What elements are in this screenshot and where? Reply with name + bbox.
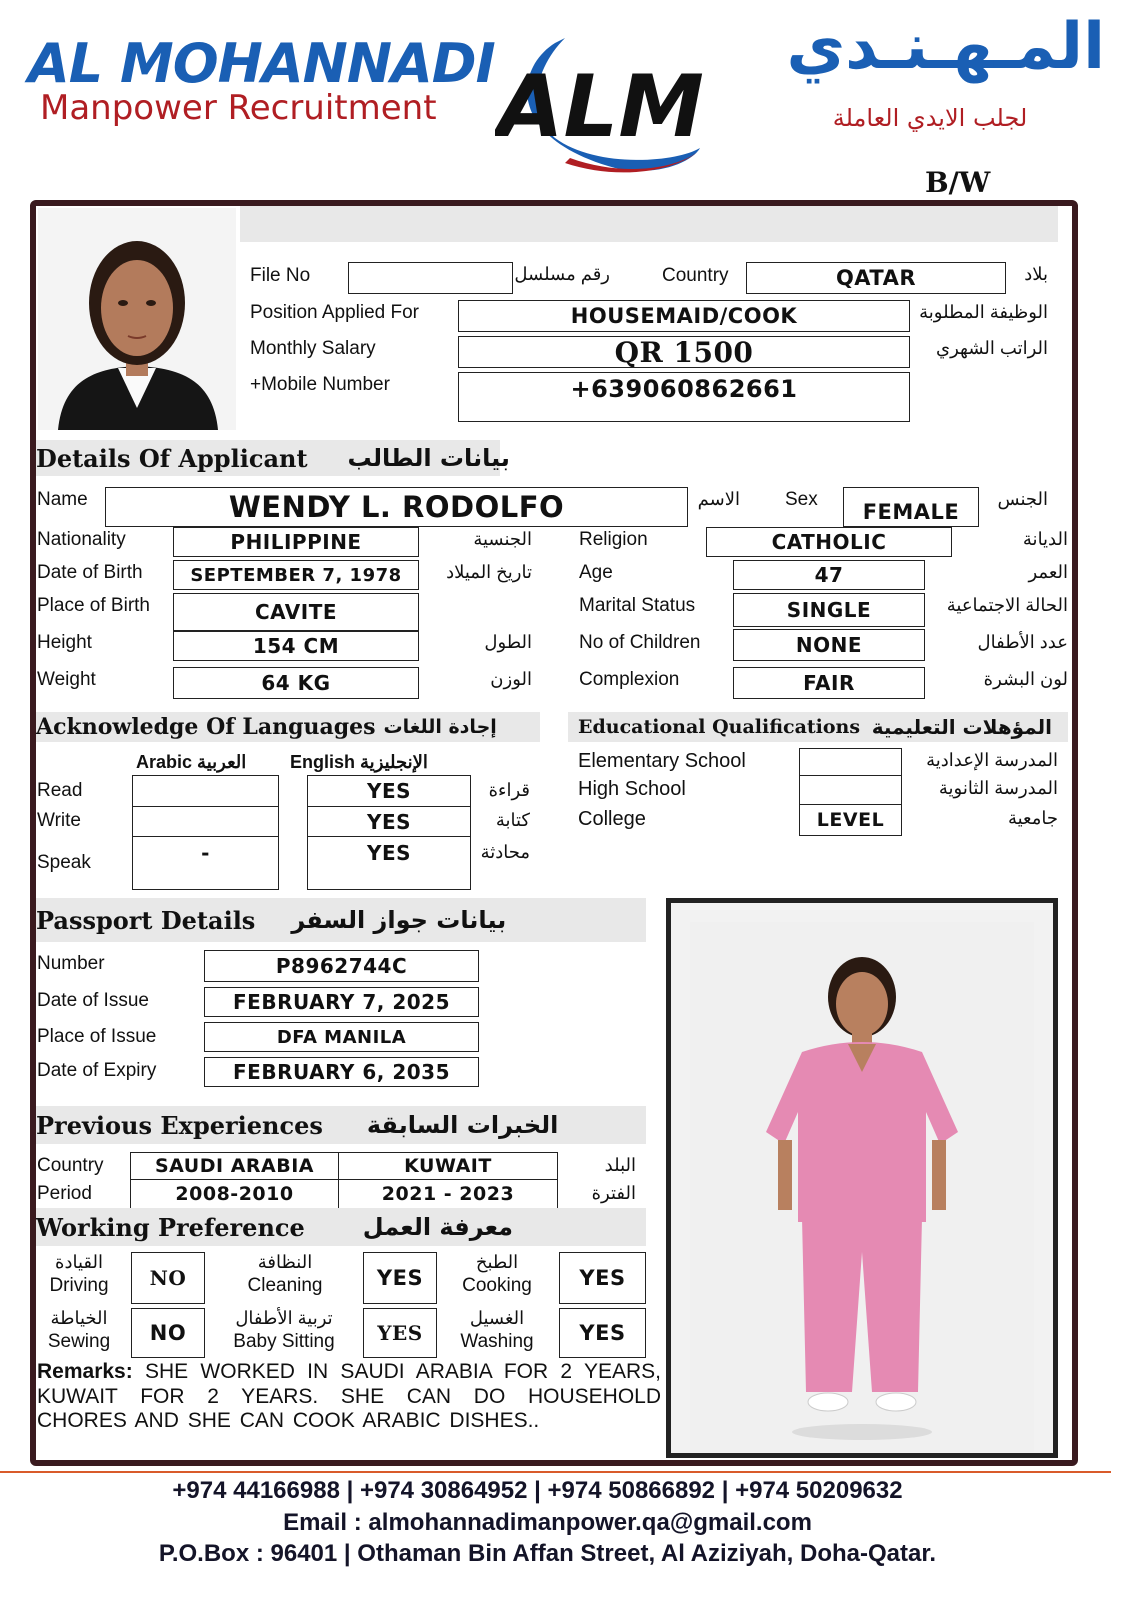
college-field: LEVEL: [799, 804, 902, 836]
read-label: Read: [37, 780, 83, 801]
cooking-value: YES: [559, 1252, 646, 1304]
marital-field: SINGLE: [733, 593, 925, 627]
sex-field: FEMALE: [843, 487, 979, 527]
issue-place-field: DFA MANILA: [204, 1022, 479, 1052]
pob-field: CAVITE: [173, 593, 419, 631]
college-label: College: [578, 808, 646, 830]
children-field: NONE: [733, 629, 925, 661]
passport-number-field: P8962744C: [204, 950, 479, 982]
arabic-read-cell: [132, 775, 279, 807]
arabic-speak-cell: -: [132, 836, 279, 890]
footer-phones: +974 44166988 | +974 30864952 | +974 50866892 | +974 50209632: [172, 1477, 903, 1504]
remarks-label: Remarks:: [37, 1360, 133, 1383]
elementary-field: [799, 748, 902, 776]
children-label: No of Children: [579, 632, 701, 653]
age-label: Age: [579, 562, 613, 583]
cleaning-label-group: [222, 1252, 348, 1297]
driving-value: NO: [131, 1252, 205, 1304]
english-read-cell: YES: [307, 775, 471, 807]
exp-period-2: 2021 - 2023: [338, 1179, 558, 1209]
top-header-bar: [240, 206, 1058, 242]
cleaning-ar-label: النظافة: [257, 1252, 313, 1272]
sewing-value: NO: [131, 1308, 205, 1358]
baby-sitting-label: Baby Sitting: [233, 1331, 335, 1352]
exp-country-2: KUWAIT: [338, 1152, 558, 1180]
salary-ar-label: الراتب الشهري: [936, 338, 1048, 358]
logo-text: ALM: [497, 57, 704, 157]
applicant-section-header: Details Of Applicant بيانات الطالب: [36, 440, 500, 476]
english-col-label: English الإنجليزية: [290, 752, 428, 772]
religion-label: Religion: [579, 529, 648, 550]
education-section-header: Educational Qualifications المؤهلات التعليمية: [568, 712, 1068, 742]
religion-ar-label: الديانة: [1022, 529, 1068, 549]
sewing-label-group: [38, 1308, 120, 1353]
high-school-field: [799, 775, 902, 805]
dob-ar-label: تاريخ الميلاد: [446, 562, 532, 582]
exp-period-label: Period: [37, 1183, 92, 1204]
applicant-portrait-photo: [38, 208, 236, 430]
footer-address: P.O.Box : 96401 | Othaman Bin Affan Street, Al Aziziyah, Doha-Qatar.: [158, 1540, 937, 1567]
religion-field: CATHOLIC: [706, 527, 952, 557]
file-no-field: [348, 262, 513, 294]
alm-logo: [495, 18, 725, 178]
exp-period-ar-label: الفترة: [591, 1183, 636, 1203]
age-ar-label: العمر: [1028, 562, 1068, 582]
height-field: 154 CM: [173, 631, 419, 661]
position-ar-label: الوظيفة المطلوبة: [919, 302, 1048, 322]
company-subtitle-ar: لجلب الايدي العاملة: [832, 104, 1028, 132]
washing-ar-label: الغسيل: [469, 1308, 525, 1328]
exp-country-1: SAUDI ARABIA: [130, 1152, 339, 1180]
pob-label: Place of Birth: [37, 595, 150, 616]
dob-label: Date of Birth: [37, 562, 143, 583]
cooking-ar-label: الطبخ: [475, 1252, 519, 1272]
english-col-ar-label: الإنجليزية: [360, 752, 428, 772]
age-field: 47: [733, 560, 925, 590]
complexion-label: Complexion: [579, 669, 680, 690]
file-no-label: File No: [250, 265, 311, 286]
speak-ar-label: محادثة: [480, 842, 530, 862]
file-no-ar-label: رقم مسلسل: [514, 264, 610, 284]
washing-label: Washing: [460, 1331, 534, 1352]
speak-label: Speak: [37, 852, 91, 873]
nationality-field: PHILIPPINE: [173, 527, 419, 557]
cleaning-label: Cleaning: [247, 1275, 323, 1296]
mobile-label: +Mobile Number: [250, 374, 390, 395]
weight-ar-label: الوزن: [490, 669, 532, 689]
sewing-label: Sewing: [47, 1331, 111, 1352]
position-label: Position Applied For: [250, 302, 419, 323]
dob-field: SEPTEMBER 7, 1978: [173, 560, 419, 590]
footer-divider: [0, 1471, 1111, 1473]
elementary-ar-label: المدرسة الإعدادية: [926, 750, 1058, 770]
name-label: Name: [37, 489, 88, 510]
salary-label: Monthly Salary: [250, 338, 376, 359]
write-label: Write: [37, 810, 81, 831]
position-field: HOUSEMAID/COOK: [458, 300, 910, 332]
experience-section-header: Previous Experiences الخبرات السابقة: [36, 1106, 646, 1144]
name-field: WENDY L. RODOLFO: [105, 487, 688, 527]
languages-section-header: Acknowledge Of Languages إجادة اللغات: [36, 712, 540, 742]
baby-sitting-ar-label: تربية الأطفال: [235, 1308, 333, 1328]
complexion-field: FAIR: [733, 667, 925, 699]
expiry-date-label: Date of Expiry: [37, 1060, 157, 1081]
nationality-ar-label: الجنسية: [473, 529, 532, 549]
elementary-label: Elementary School: [578, 750, 746, 772]
arabic-col-ar-label: العربية: [197, 752, 247, 772]
applicant-full-body-photo: [690, 922, 1034, 1452]
baby-sitting-value: YES: [363, 1308, 437, 1358]
washing-label-group: [446, 1308, 548, 1353]
nationality-label: Nationality: [37, 529, 126, 550]
remarks-text: SHE WORKED IN SAUDI ARABIA FOR 2 YEARS, KUWAIT FOR 2 YEARS. SHE CAN DO HOUSEHOLD CHORES AND SHE CAN COOK ARABIC DISHES..: [37, 1360, 661, 1432]
company-name-en: AL MOHANNADI: [28, 32, 495, 95]
cooking-label: Cooking: [462, 1275, 532, 1296]
issue-date-label: Date of Issue: [37, 990, 149, 1011]
children-ar-label: عدد الأطفال: [977, 632, 1068, 652]
sewing-ar-label: الخياطة: [50, 1308, 108, 1328]
issue-place-label: Place of Issue: [37, 1026, 157, 1047]
country-label: Country: [662, 265, 729, 286]
write-ar-label: كتابة: [495, 810, 530, 830]
driving-ar-label: القيادة: [55, 1252, 103, 1272]
arabic-write-cell: [132, 806, 279, 837]
sex-ar-label: الجنس: [997, 489, 1048, 509]
company-name-ar: المـهـنـدي: [786, 10, 1105, 84]
exp-country-label: Country: [37, 1155, 104, 1176]
color-tag: B/W: [925, 166, 991, 199]
driving-label-group: [38, 1252, 120, 1297]
cleaning-value: YES: [363, 1252, 437, 1304]
high-school-label: High School: [578, 778, 686, 800]
preference-section-header: Working Preference معرفة العمل: [36, 1208, 646, 1246]
country-ar-label: بلاد: [1024, 264, 1048, 284]
name-ar-label: الاسم: [697, 489, 740, 509]
height-label: Height: [37, 632, 92, 653]
passport-number-label: Number: [37, 953, 105, 974]
driving-label: Driving: [49, 1275, 109, 1296]
sex-label: Sex: [785, 489, 818, 510]
english-write-cell: YES: [307, 806, 471, 837]
marital-label: Marital Status: [579, 595, 696, 616]
english-speak-cell: YES: [307, 836, 471, 890]
read-ar-label: قراءة: [488, 780, 530, 800]
exp-period-1: 2008-2010: [130, 1179, 339, 1209]
mobile-field: +639060862661: [458, 372, 910, 422]
expiry-date-field: FEBRUARY 6, 2035: [204, 1057, 479, 1087]
company-subtitle-en: Manpower Recruitment: [40, 88, 437, 128]
issue-date-field: FEBRUARY 7, 2025: [204, 987, 479, 1017]
remarks-block: [37, 1360, 661, 1434]
passport-section-header: Passport Details بيانات جواز السفر: [36, 898, 646, 942]
footer-email: Email : almohannadimanpower.qa@gmail.com: [283, 1509, 812, 1536]
exp-country-ar-label: البلد: [604, 1155, 636, 1175]
weight-field: 64 KG: [173, 667, 419, 699]
high-school-ar-label: المدرسة الثانوية: [938, 778, 1058, 798]
marital-ar-label: الحالة الاجتماعية: [946, 595, 1068, 615]
college-ar-label: جامعية: [1007, 808, 1058, 828]
height-ar-label: الطول: [484, 632, 532, 652]
washing-value: YES: [559, 1308, 646, 1358]
baby-sitting-label-group: [218, 1308, 350, 1353]
country-field: QATAR: [746, 262, 1006, 294]
complexion-ar-label: لون البشرة: [983, 669, 1068, 689]
cooking-label-group: [446, 1252, 548, 1297]
weight-label: Weight: [37, 669, 96, 690]
arabic-col-label: Arabic العربية: [136, 752, 247, 772]
salary-field: QR 1500: [458, 336, 910, 368]
